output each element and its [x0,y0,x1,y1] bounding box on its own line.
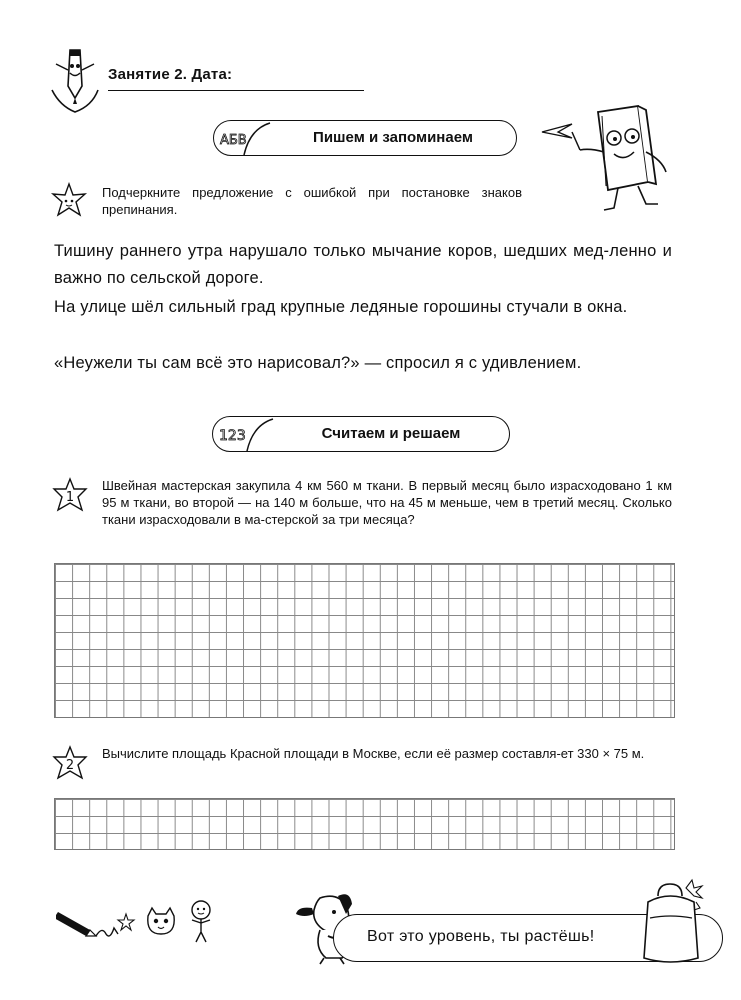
section-header-writing [213,120,517,156]
sentence-3: «Неужели ты сам всё это нарисовал?» — спросил я с удивлением. [54,354,582,372]
section-title-writing: Пишем и запоминаем [313,129,473,146]
sentence-2: На улице шёл сильный град крупные ледяные горошины стучали в окна. [54,298,628,316]
section1-instruction: Подчеркните предложение с ошибкой при постановке знаков препинания. [102,185,522,217]
task-1-text: Швейная мастерская закупила 4 км 560 м ткани. В первый месяц было израсходовано 1 км 95 м ткани, во второй — на 140 м больше, что на 45 м меньше, чем в третий месяц. Сколько ткани израсходовали в ма-стерской за три месяца? [102,478,672,527]
task-2-number: 2 [65,758,75,773]
sentence-1: Тишину раннего утра нарушало только мычание коров, шедших мед-ленно и важно по сельской дороге. [54,242,672,287]
numbers-emblem-text: 123 [219,428,246,444]
task-1-badge [52,477,88,513]
task-1-number: 1 [65,490,75,505]
star-icon [50,182,88,218]
pencil-mascot-icon [46,46,104,116]
numbers-emblem-icon [213,417,275,451]
lesson-title: Занятие 2. Дата: [108,66,233,83]
answer-grid-1[interactable] [54,563,675,718]
task-2-badge [52,745,88,781]
footer-motto: Вот это уровень, ты растёшь! [367,928,595,945]
book-mascot-icon [538,102,678,214]
section-title-math: Считаем и решаем [321,425,461,442]
letters-emblem-icon [214,121,274,155]
date-line [108,90,364,91]
cat-icon [144,906,178,938]
pencil-icon [56,904,138,940]
section-header-math [212,416,510,452]
answer-grid-2[interactable] [54,798,675,850]
task-2-text: Вычислите площадь Красной площади в Москве, если её размер составля-ет 330 × 75 м. [102,746,645,761]
backpack-icon [636,878,706,968]
stick-figure-icon [186,898,216,944]
letters-emblem-text: АБВ [220,133,247,148]
